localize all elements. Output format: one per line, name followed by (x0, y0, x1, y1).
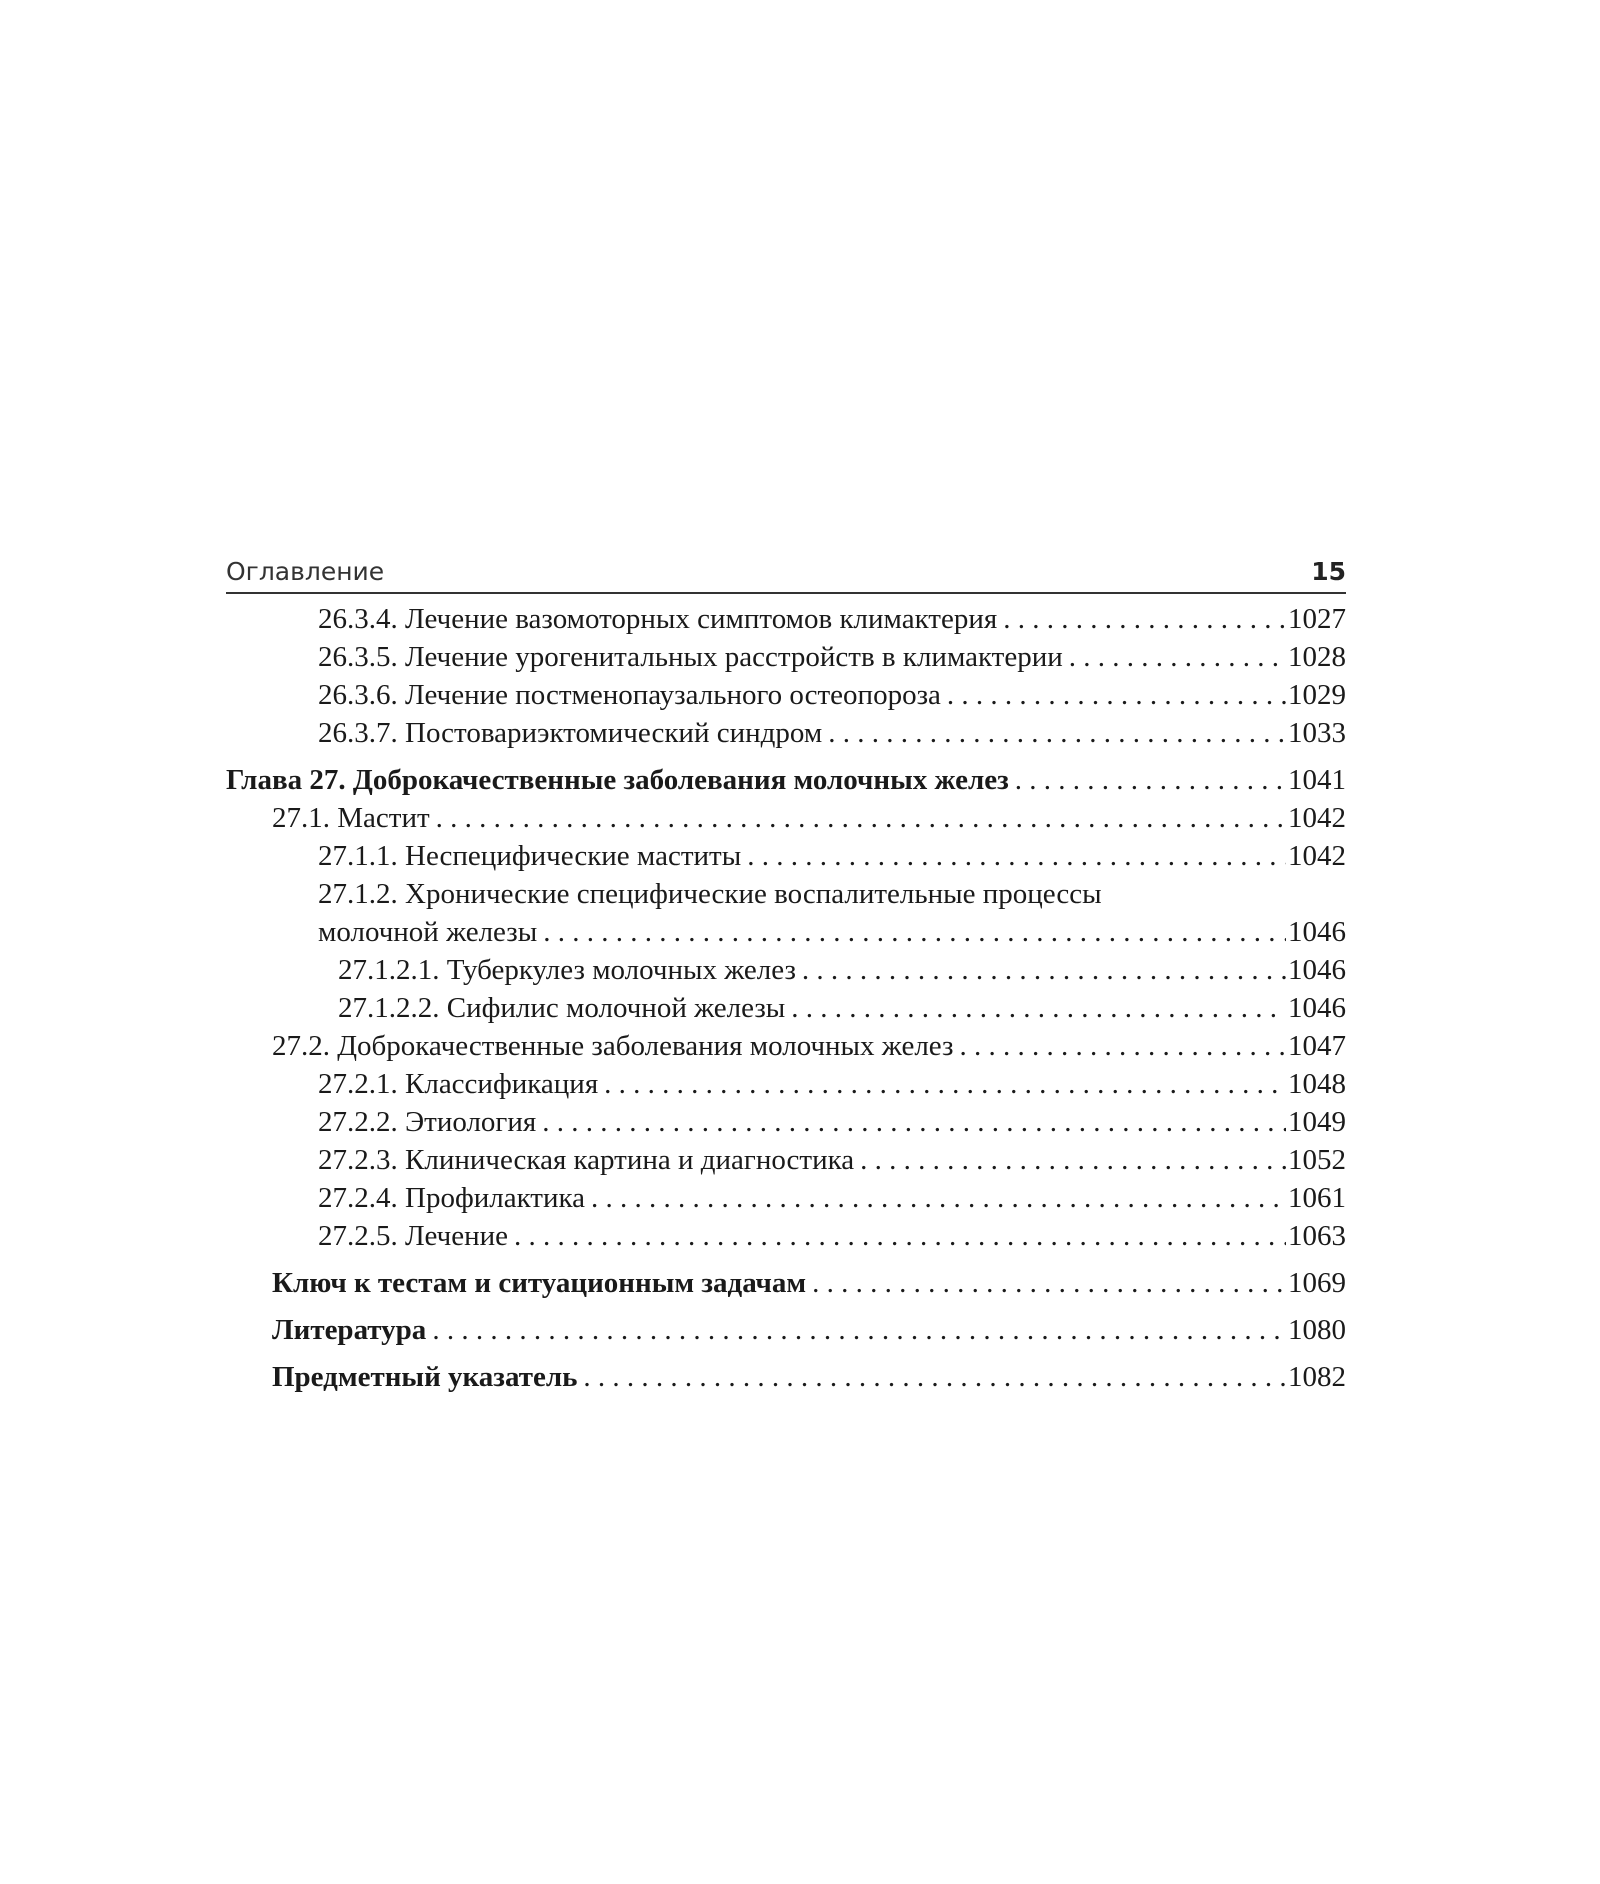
toc-leader-dots (1069, 638, 1286, 676)
toc-entry-wrapped-line: 27.1.2. Хронические специфические воспалительные процессы (318, 878, 1102, 910)
toc-leader-dots (583, 1358, 1286, 1396)
toc-entry-label: 27.1.1. Неспецифические маститы (318, 840, 742, 872)
toc-entry (226, 837, 1346, 875)
toc-leader-dots (542, 1103, 1286, 1141)
toc-entry (226, 1217, 1346, 1255)
toc-entry (226, 989, 1346, 1027)
toc-backmatter-entry (226, 1264, 1346, 1302)
toc-entry (226, 951, 1346, 989)
toc-leader-dots (591, 1179, 1286, 1217)
toc-entry-page: 1063 (1288, 1220, 1346, 1252)
table-of-contents (226, 600, 1346, 1396)
toc-entry-label: 27.2.5. Лечение (318, 1220, 508, 1252)
toc-leader-dots (432, 1311, 1286, 1349)
toc-entry-page: 1042 (1288, 802, 1346, 834)
toc-entry-page: 1033 (1288, 717, 1346, 749)
toc-leader-dots (791, 989, 1286, 1027)
toc-entry (226, 714, 1346, 752)
toc-entry (226, 1027, 1346, 1065)
toc-entry-label: 27.1.2.1. Туберкулез молочных желез (338, 954, 796, 986)
toc-leader-dots (543, 913, 1286, 951)
toc-entry-page: 1046 (1288, 916, 1346, 948)
toc-entry-label: Глава 27. Доброкачественные заболевания молочных желез (226, 764, 1009, 796)
toc-entry (226, 1065, 1346, 1103)
toc-entry-page: 1047 (1288, 1030, 1346, 1062)
toc-page (226, 556, 1346, 1396)
toc-entry (226, 676, 1346, 714)
toc-entry-page: 1082 (1288, 1361, 1346, 1393)
toc-entry-label: 27.2.3. Клиническая картина и диагностика (318, 1144, 855, 1176)
toc-entry-page: 1049 (1288, 1106, 1346, 1138)
running-header-title: Оглавление (226, 557, 385, 586)
toc-entry-page: 1046 (1288, 954, 1346, 986)
toc-leader-dots (514, 1217, 1286, 1255)
toc-leader-dots (1015, 761, 1286, 799)
toc-entry-page: 1029 (1288, 679, 1346, 711)
toc-leader-dots (436, 799, 1286, 837)
toc-entry-label: 27.2.4. Профилактика (318, 1182, 586, 1214)
toc-entry-page: 1041 (1288, 764, 1346, 796)
toc-chapter-entry (226, 761, 1346, 799)
toc-leader-dots (604, 1065, 1286, 1103)
toc-leader-dots (802, 951, 1286, 989)
toc-entry-page: 1027 (1288, 603, 1346, 635)
toc-entry-page: 1028 (1288, 641, 1346, 673)
toc-backmatter-entry (226, 1311, 1346, 1349)
toc-entry (226, 913, 1346, 951)
toc-entry (226, 1141, 1346, 1179)
toc-entry-label: 26.3.6. Лечение постменопаузального остеопороза (318, 679, 941, 711)
toc-entry (226, 1103, 1346, 1141)
toc-entry-label: 27.2. Доброкачественные заболевания молочных желез (272, 1030, 954, 1062)
toc-entry (226, 638, 1346, 676)
toc-entry-page: 1052 (1288, 1144, 1346, 1176)
toc-entry-label: 26.3.4. Лечение вазомоторных симптомов климактерия (318, 603, 998, 635)
toc-leader-dots (828, 714, 1286, 752)
toc-entry-label: Ключ к тестам и ситуационным задачам (272, 1267, 807, 1299)
toc-entry-page: 1046 (1288, 992, 1346, 1024)
toc-entry (226, 1179, 1346, 1217)
toc-entry-label: 27.1.2.2. Сифилис молочной железы (338, 992, 786, 1024)
toc-entry-label: Предметный указатель (272, 1361, 578, 1393)
toc-leader-dots (812, 1264, 1286, 1302)
toc-leader-dots (947, 676, 1286, 714)
toc-entry (226, 600, 1346, 638)
toc-backmatter-entry (226, 1358, 1346, 1396)
toc-entry-page: 1061 (1288, 1182, 1346, 1214)
toc-entry-label: 27.2.2. Этиология (318, 1106, 537, 1138)
toc-entry-label: Литература (272, 1314, 427, 1346)
toc-entry-label: 26.3.5. Лечение урогенитальных расстройств в климактерии (318, 641, 1063, 673)
running-header (226, 556, 1346, 594)
toc-entry-page: 1069 (1288, 1267, 1346, 1299)
toc-entry-page: 1042 (1288, 840, 1346, 872)
toc-entry-label: 26.3.7. Постовариэктомический синдром (318, 717, 823, 749)
toc-entry-page: 1080 (1288, 1314, 1346, 1346)
running-header-page-number: 15 (1311, 557, 1346, 586)
toc-entry-label: 27.2.1. Классификация (318, 1068, 599, 1100)
toc-entry (226, 799, 1346, 837)
toc-entry-label: молочной железы (318, 916, 538, 948)
toc-entry-page: 1048 (1288, 1068, 1346, 1100)
toc-entry-label: 27.1. Мастит (272, 802, 430, 834)
toc-leader-dots (1003, 600, 1286, 638)
toc-leader-dots (747, 837, 1286, 875)
toc-leader-dots (860, 1141, 1286, 1179)
toc-leader-dots (959, 1027, 1286, 1065)
